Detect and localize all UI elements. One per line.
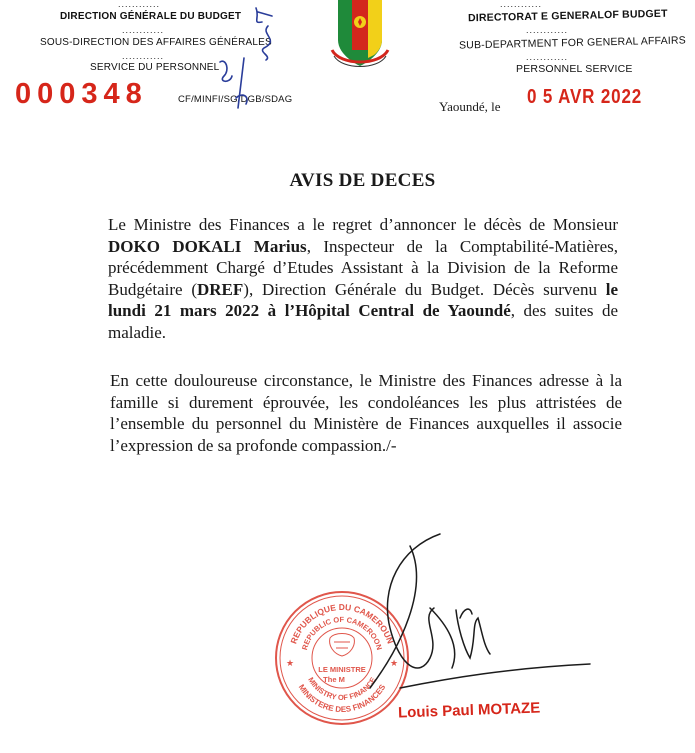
header-right-dots-2: ............: [526, 25, 569, 35]
seal-bottom-text: MINISTRY OF FINANCE: [306, 675, 378, 703]
header-left-dots-top: ............: [118, 0, 161, 9]
handwritten-initials: [160, 0, 280, 110]
paragraph1-text-c: ), Direction Générale du Budget. Décès survenu: [243, 279, 606, 299]
condolence-paragraph: En cette douloureuse circonstance, le Ministre des Finances adresse à la famille si durement éprouvée, les condoléances les plus attristées de l’ensemble du personnel du Ministère de Finances auxquelles il associe l’expression de sa profonde compassion./-: [110, 371, 622, 455]
seal-bottom-text-fr: MINISTERE DES FINANCES: [296, 682, 388, 715]
header-right-directorate: DIRECTORAT E GENERALOF BUDGET: [467, 7, 668, 25]
deceased-name: DOKO DOKALI Marius: [108, 236, 307, 256]
svg-text:★: ★: [286, 658, 295, 668]
paragraph1-text-a: Le Ministre des Finances a le regret d’annoncer le décès de Monsieur: [108, 215, 618, 234]
paragraph1-text-b: , Inspecteur de la Comptabilité-Matières, précédemment Chargé d’Etudes Assistant à la Division de la Reforme Budgétaire (: [108, 236, 618, 299]
reference-number-stamp: 000348: [15, 78, 148, 110]
seal-top-text-en: REPUBLIC OF CAMEROON: [299, 614, 385, 652]
announcement-paragraph: [108, 214, 618, 343]
header-left-dots-3: ............: [122, 51, 165, 61]
reference-suffix: CF/MINFI/SG/DGB/SDAG: [178, 94, 293, 105]
document-title: AVIS DE DECES: [289, 170, 436, 191]
svg-text:★: ★: [390, 658, 399, 668]
place-label: Yaoundé, le: [439, 99, 501, 114]
header-left-service: SERVICE DU PERSONNEL: [90, 62, 220, 73]
coat-of-arms-emblem: [330, 0, 390, 72]
header-right-dots-3: ............: [526, 52, 569, 62]
minister-signature: [360, 528, 600, 708]
header-right-subdepartment: SUB-DEPARTMENT FOR GENERAL AFFAIRS: [458, 34, 687, 52]
seal-top-text: REPUBLIQUE DU CAMEROUN: [288, 601, 396, 646]
seal-center-title-en: The M: [323, 675, 345, 684]
date-stamp: 0 5 AVR 2022: [527, 86, 643, 108]
header-left-directorate: DIRECTION GÉNÉRALE DU BUDGET: [60, 11, 242, 22]
death-details: le lundi 21 mars 2022 à l’Hôpital Central de Yaoundé: [108, 279, 618, 320]
paragraph1-text-d: , des suites de maladie.: [108, 301, 618, 342]
header-right-dots-top: ............: [500, 0, 543, 9]
seal-center-title: LE MINISTRE: [318, 665, 366, 674]
header-left-dots-2: ............: [122, 25, 165, 35]
division-acronym: DREF: [197, 279, 244, 299]
header-left-subdirectorate: SOUS-DIRECTION DES AFFAIRES GÉNÉRALES: [40, 37, 272, 48]
signatory-name: Louis Paul MOTAZE: [397, 699, 541, 722]
header-right-service: PERSONNEL SERVICE: [516, 63, 633, 75]
